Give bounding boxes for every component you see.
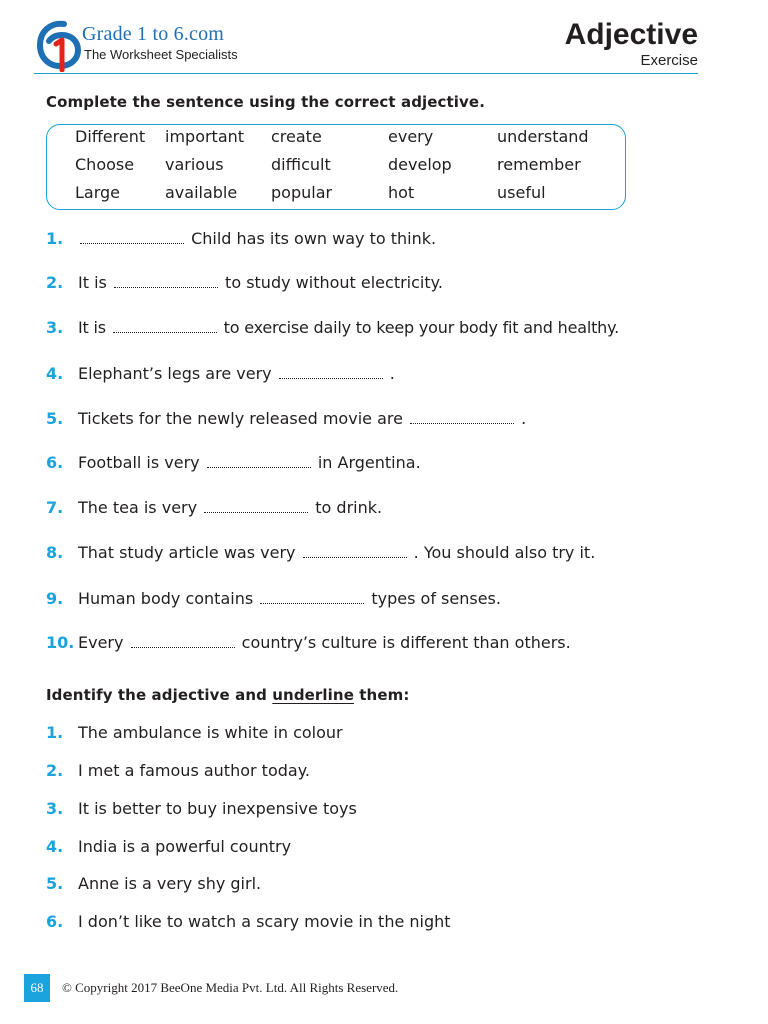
question-number: 9. [46, 589, 64, 608]
question-number: 5. [46, 409, 64, 428]
question-number: 8. [46, 543, 64, 562]
question-text-after: . You should also try it. [413, 543, 596, 562]
section-2-heading-underlined: underline [272, 686, 354, 704]
word-bank-word: important [165, 127, 245, 146]
question-text-before: Elephant’s legs are very [78, 364, 272, 383]
brand-logo-icon [34, 18, 86, 72]
word-bank-word: difficult [271, 155, 331, 174]
item-sentence[interactable]: India is a powerful country [78, 837, 292, 856]
question-line [78, 589, 501, 608]
question-line [78, 633, 571, 652]
page-subtitle: Exercise [640, 52, 698, 69]
question-text-before: That study article was very [78, 543, 296, 562]
section-2-heading [46, 686, 409, 704]
word-bank-word: various [165, 155, 224, 174]
answer-blank[interactable] [260, 602, 364, 604]
item-number: 5. [46, 874, 64, 893]
question-text-after: . [521, 409, 527, 428]
question-number: 6. [46, 453, 64, 472]
question-number: 7. [46, 498, 64, 517]
question-number: 2. [46, 273, 64, 292]
header-divider [34, 73, 698, 74]
question-line [78, 273, 443, 292]
item-number: 2. [46, 761, 64, 780]
word-bank-word: Large [75, 183, 121, 202]
question-text-before: Tickets for the newly released movie are [78, 409, 403, 428]
question-text-before: Football is very [78, 453, 200, 472]
word-bank-word: understand [497, 127, 589, 146]
question-text-after: Child has its own way to think. [191, 229, 437, 248]
question-text-after: types of senses. [371, 589, 501, 608]
question-line [78, 498, 382, 517]
question-line [78, 543, 595, 562]
item-sentence[interactable]: It is better to buy inexpensive toys [78, 799, 357, 818]
question-text-before: Human body contains [78, 589, 254, 608]
question-text-after: to study without electricity. [225, 273, 443, 292]
question-line [78, 364, 395, 383]
question-text-before: The tea is very [78, 498, 198, 517]
word-bank-word: useful [497, 183, 546, 202]
question-number: 1. [46, 229, 64, 248]
brand-name: Grade 1 to 6.com [82, 23, 225, 45]
answer-blank[interactable] [410, 422, 514, 424]
answer-blank[interactable] [131, 646, 235, 648]
item-number: 6. [46, 912, 64, 931]
question-number: 3. [46, 318, 64, 337]
question-text-after: in Argentina. [317, 453, 421, 472]
answer-blank[interactable] [204, 511, 308, 513]
word-bank-word: every [388, 127, 434, 146]
question-text-before: It is [78, 318, 106, 337]
item-sentence[interactable]: I met a famous author today. [78, 761, 310, 780]
section-2-heading-post: them: [353, 686, 410, 704]
question-line [78, 318, 619, 337]
answer-blank[interactable] [279, 377, 383, 379]
item-number: 3. [46, 799, 64, 818]
page-title: Adjective [564, 18, 698, 51]
question-line [78, 453, 421, 472]
question-text-after: to exercise daily to keep your body fit and healthy. [223, 318, 619, 337]
item-sentence[interactable]: Anne is a very shy girl. [78, 874, 262, 893]
question-line [78, 229, 436, 248]
section-2-heading-pre: Identify the adjective and [46, 686, 273, 704]
answer-blank[interactable] [113, 331, 217, 333]
answer-blank[interactable] [80, 242, 184, 244]
section-1-heading: Complete the sentence using the correct adjective. [46, 93, 486, 111]
word-bank-word: Different [75, 127, 146, 146]
page-number: 68 [24, 974, 50, 1002]
word-bank-word: hot [388, 183, 415, 202]
word-bank-word: create [271, 127, 322, 146]
item-number: 1. [46, 723, 64, 742]
copyright-text: © Copyright 2017 BeeOne Media Pvt. Ltd. All Rights Reserved. [62, 980, 399, 995]
word-bank-word: Choose [75, 155, 135, 174]
word-bank-word: develop [388, 155, 452, 174]
question-text-after: to drink. [315, 498, 383, 517]
answer-blank[interactable] [207, 466, 311, 468]
answer-blank[interactable] [303, 556, 407, 558]
item-number: 4. [46, 837, 64, 856]
question-text-after: . [389, 364, 395, 383]
question-text-before: Every [78, 633, 124, 652]
item-sentence[interactable]: The ambulance is white in colour [78, 723, 343, 742]
answer-blank[interactable] [114, 286, 218, 288]
brand-tagline: The Worksheet Specialists [84, 47, 238, 62]
word-bank-word: popular [271, 183, 333, 202]
question-line [78, 409, 526, 428]
word-bank-word: remember [497, 155, 581, 174]
question-text-after: country’s culture is different than others. [241, 633, 571, 652]
question-number: 10. [46, 633, 75, 652]
question-text-before: It is [78, 273, 107, 292]
question-number: 4. [46, 364, 64, 383]
word-bank-word: available [165, 183, 238, 202]
item-sentence[interactable]: I don’t like to watch a scary movie in the night [78, 912, 451, 931]
